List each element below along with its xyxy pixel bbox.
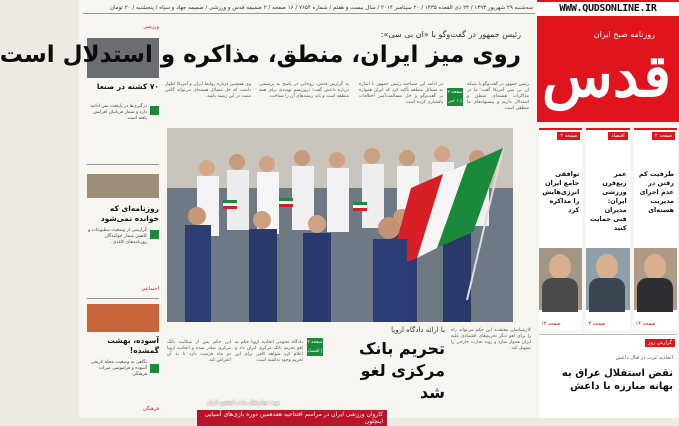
teaser-text: طرفیت کم رفتن در عدم اجرای مدیریت هسته‌ای	[638, 170, 674, 214]
bottom-tag: صفحه ۲ | اقتصاد	[307, 340, 323, 354]
lead-kicker: رئیس جمهور در گفت‌وگو با «ان بی سی»:	[380, 30, 521, 39]
lead-tag: صفحه ۲ | ۱ خبر	[447, 90, 463, 104]
teaser-page: صفحه ۱۴	[541, 321, 561, 327]
lead-column-text: وی همچنین درباره روابط ایران و آمریکا اظهار داشت که حل مسائل هسته‌ای می‌تواند گامی مثبت در این زمینه باشد.	[165, 82, 251, 99]
sidebar-headline[interactable]: ۷۰ کشته در صنعا	[96, 82, 159, 91]
sidebar-text: درگیری‌ها در پایتخت یمن ادامه دارد و شمار قربانیان افزایش یافته است.	[90, 104, 147, 121]
lead-column-text: به گزارش قدس، روحانی در پاسخ به پرسشی درباره داعش گفت: تروریسم تهدیدی برای همه منطقه است و باید ریشه‌های آن را شناخت.	[259, 82, 349, 99]
masthead-logo: قدس	[542, 42, 671, 110]
teaser-tag: صفحه ۲	[652, 132, 675, 140]
sidebar-bullet-icon	[150, 364, 159, 373]
story-headline: نقض استقلال عراق به بهانه مبارزه با داعش	[561, 368, 673, 392]
photo-caption-small: تهیه: ستاره‌های ما در اینچئون ایران	[207, 400, 280, 406]
teaser-card[interactable]	[539, 128, 582, 330]
divider	[87, 164, 159, 165]
sidebar-category: اجتماعی	[141, 286, 159, 292]
bottom-headline[interactable]: تحریم بانک مرکزی لغو شد	[358, 339, 445, 402]
bottom-column-text: کارشناسان معتقدند این حکم می‌تواند راه را برای لغو دیگر تحریم‌های اقتصادی علیه ایران هموار سازد و روند تجارت خارجی را تسهیل کند.	[451, 328, 531, 351]
sidebar-headline[interactable]: آسوده، بهشت گمشده!	[107, 336, 159, 355]
story-caption: اتحادیه عرب در قبال داعش	[615, 355, 673, 361]
sidebar-bullet-icon	[150, 106, 159, 115]
parade-photo-illustration	[167, 128, 513, 322]
bottom-column-text: دادگاه عمومی اتحادیه اروپا حکم به لغو تحریم بانک مرکزی ایران داد و اعلام کرد شواهد کافی برای این تحریم وجود نداشته است.	[235, 340, 303, 363]
sidebar-photo	[87, 304, 159, 332]
sidebar-text: گزارشی از وضعیت مطبوعات و کاهش شمار خوانندگان روزنامه‌های کاغذی.	[88, 228, 147, 245]
sidebar-category: فرهنگی	[142, 406, 159, 412]
lead-column-text: در ادامه این مصاحبه رئیس جمهور با اشاره به مسائل منطقه تأکید کرد که ایران همواره بر گفت‌وگو و حل مسالمت‌آمیز اختلافات پافشاری کرده است.	[359, 82, 443, 105]
sidebar-photo	[87, 174, 159, 198]
sidebar-headline[interactable]: روزنامه‌ای که خوانده نمی‌شود	[100, 204, 159, 223]
teaser-page: صفحه ۳	[588, 321, 606, 327]
story-tag: گزارش روز	[645, 339, 675, 347]
teaser-text: عمر ربع‌قرن ورزشی ایران: مدیران فنی حمایت کنید	[590, 170, 627, 232]
bottom-column-text: این حکم پس از شکایت بانک مرکزی صادر شده و اتحادیه اروپا دو ماه فرصت دارد تا به آن اعتراض کند.	[167, 340, 231, 363]
divider	[87, 298, 159, 299]
teaser-page: صفحه ۱۴	[635, 321, 656, 327]
teaser-row	[539, 128, 677, 330]
date-strip: سه‌شنبه ۲۹ شهریور ۱۳۹۳ / ۲۴ ذی القعده ۱۴۳۵ / ۲۰ سپتامبر ۲۰۱۴ / سال بیست و هفتم / شماره ۷۶۵۴ / ۱۶ صفحه / ۲ ضمیمه قدس و ورزشی / ضمیمه جهاد و سپاه / پنجشنبه / ۲۰ تومان	[83, 2, 535, 14]
sidebar-text: نگاهی به وضعیت محله تاریخی آسوده و فراموشی میراث فرهنگی.	[90, 360, 147, 377]
teaser-card[interactable]	[634, 128, 677, 330]
lead-column-text: رئیس جمهور در گفت‌وگو با شبکه ان بی سی آمریکا گفت: ما در مذاکرات هسته‌ای منطق و استدلال داریم و پیشنهادهای ما منطقی است.	[467, 82, 529, 111]
teaser-text: توافقی جامع ایران انرژی‌هایش را مذاکره کرد	[542, 170, 580, 214]
bottom-kicker: با ارائه دادگاه اروپا	[391, 326, 445, 334]
teaser-portrait	[634, 248, 677, 310]
teaser-tag: صفحه ۲	[557, 132, 580, 140]
masthead-subtitle: روزنامه صبح ایران	[593, 30, 655, 39]
masthead-url[interactable]: WWW.QUDSONLINE.IR	[537, 2, 679, 16]
sidebar-category: ورزشی	[143, 24, 159, 30]
lead-headline[interactable]: روی میز ایران، منطق، مذاکره و استدلال است	[0, 42, 521, 68]
teaser-portrait	[539, 248, 582, 310]
photo-caption: کاروان ورزشی ایران در مراسم افتتاحیه هفدهمین دوره بازی‌های آسیایی اینچئون	[197, 410, 387, 426]
bottom-right-story[interactable]	[539, 334, 677, 418]
teaser-portrait	[586, 248, 629, 310]
teaser-card[interactable]	[586, 128, 629, 330]
sidebar-bullet-icon	[150, 230, 159, 239]
masthead	[537, 0, 679, 122]
teaser-tag: اقتصاد	[608, 132, 627, 140]
left-sidebar	[87, 24, 159, 418]
